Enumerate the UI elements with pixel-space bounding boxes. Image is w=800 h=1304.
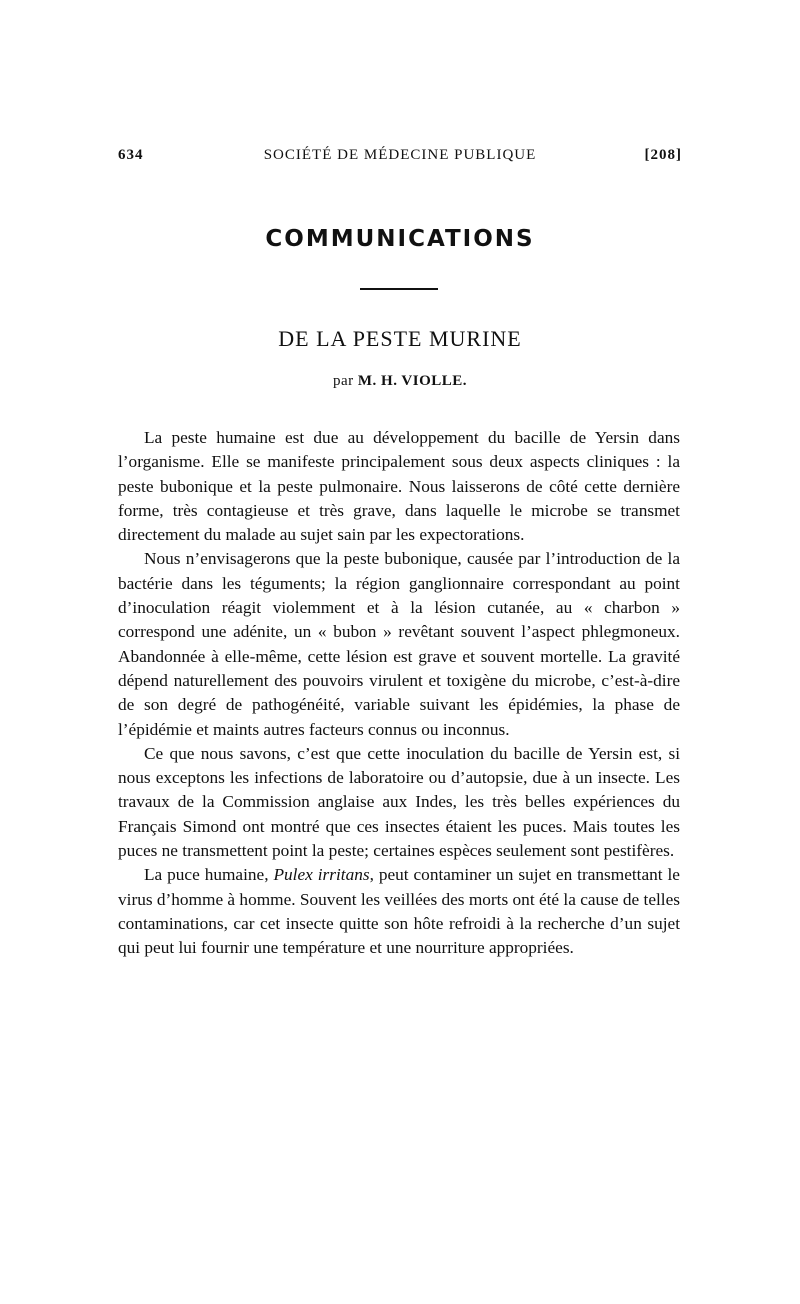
paragraph-2: Nous n’envisagerons que la peste bubonique, causée par l’introduction de la bactérie dans les téguments; la région ganglionnaire correspondant au point d’inoculation réagit violemment et à la lésion cutanée, au « charbon » correspond une adénite, un « bubon » revêtant souvent l’aspect phlegmoneux. Abandonnée à elle-même, cette lésion est grave et souvent mortelle. La gravité dépend naturellement des pouvoirs virulent et toxigène du microbe, c’est-à-dire de son degré de pathogénéité, variable suivant les épidémies, la phase de l’épidémie et maints autres facteurs connus ou inconnus. (118, 549, 680, 739)
paragraph-4-end: , peut contaminer un sujet en transmettant le virus d’homme à homme. Souvent les veillées des morts ont été la cause de telles contaminations, car cet insecte quitte son hôte refroidi à la recherche d’un sujet qui peut lui fournir une température et une nourriture appropriées. (118, 865, 680, 958)
paragraph-1: La peste humaine est due au développement du bacille de Yersin dans l’organisme. Elle se manifeste principalement sous deux aspects cliniques : la peste bubonique et la peste pulmonaire. Nous laisserons de côté cette dernière forme, très contagieuse et très grave, dans laquelle le microbe se transmet directement du malade au sujet sain par les expectorations. (118, 428, 680, 545)
article-body (118, 426, 680, 961)
author-name: M. H. VIOLLE. (357, 373, 468, 389)
byline-prefix: par (332, 373, 354, 389)
running-header (118, 147, 682, 167)
paragraph-4-start: La puce humaine, (144, 865, 274, 885)
page-number: 634 (118, 147, 144, 163)
section-title: COMMUNICATIONS (265, 226, 535, 252)
paragraph-4 (118, 863, 680, 960)
title-divider (360, 288, 438, 290)
article-title: DE LA PESTE MURINE (278, 326, 522, 351)
bracket-page-number: [208] (644, 147, 682, 163)
species-name: Pulex irritans (273, 865, 370, 885)
paragraph-3: Ce que nous savons, c’est que cette inoculation du bacille de Yersin est, si nous exceptons les infections de laboratoire ou d’autopsie, due à un insecte. Les travaux de la Commission anglaise aux Indes, les très belles expériences du Français Simond ont montré que ces insectes étaient les puces. Mais toutes les puces ne transmettent point la peste; certaines espèces seulement sont pestifères. (118, 743, 680, 861)
journal-title: SOCIÉTÉ DE MÉDECINE PUBLIQUE (263, 147, 537, 163)
byline (0, 373, 800, 390)
